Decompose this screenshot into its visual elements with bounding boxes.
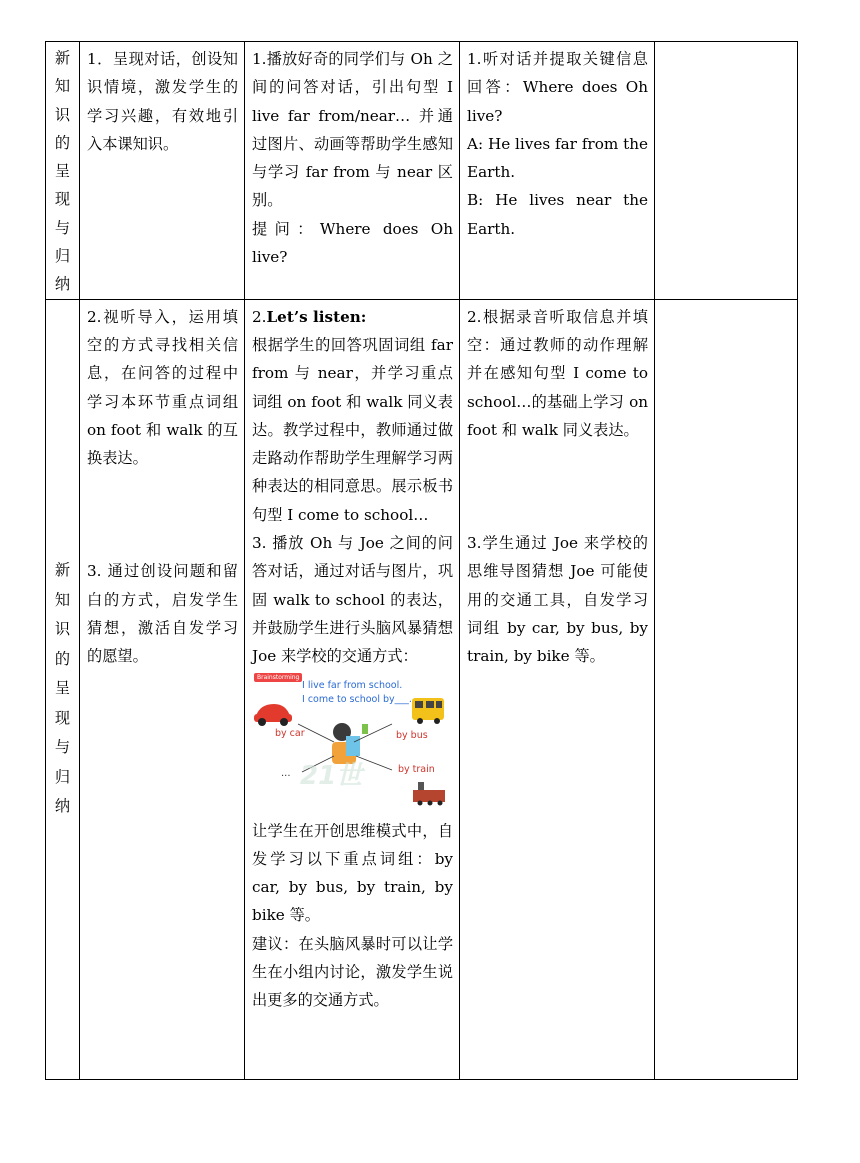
stage-cell (46, 42, 80, 300)
design-intent-cell (80, 42, 245, 300)
teacher-question-text: 提问：Where does Oh live? (252, 219, 453, 267)
notes-cell (655, 42, 798, 300)
student-activity-text: 3.学生通过 Joe 来学校的思维导图猜想 Joe 可能使用的交通工具，自发学习词组 by car, by bus, by train, by bike 等。 (467, 534, 648, 666)
brainstorm-line2: I come to school by___. (302, 693, 412, 705)
stage-char: 知 (54, 77, 71, 96)
student-activity-text: 1.听对话并提取关键信息回答：Where does Oh live? (467, 50, 648, 125)
stage-char: 新 (54, 561, 71, 580)
stage-char: 现 (54, 708, 71, 727)
stage-char: 知 (54, 590, 71, 609)
by-train-label: by train (398, 763, 435, 775)
teacher-activity-text: 1.播放好奇的同学们与 Oh 之间的问答对话，引出句型 I live far from/near… 并通过图片、动画等帮助学生感知与学习 far from 与 near 区别。 (252, 50, 453, 210)
design-intent-text: 2.视听导入，运用填空的方式寻找相关信息，在问答的过程中学习本环节重点词组 on foot 和 walk 的互换表达。 (87, 307, 238, 468)
brainstorm-graphic (250, 672, 448, 812)
stage-char: 与 (54, 218, 71, 237)
answer-a-text: A: He lives far from the Earth. (467, 134, 648, 182)
stage-char: 纳 (54, 275, 71, 294)
stage-char: 的 (54, 649, 71, 668)
section-heading: 2.Let’s listen: (252, 307, 367, 326)
table-row (46, 42, 798, 300)
more-options-label: ... (281, 767, 291, 779)
teacher-activity-cell (245, 299, 460, 1079)
by-car-label: by car (275, 727, 305, 739)
design-intent-text: 3. 通过创设问题和留白的方式，启发学生猜想，激活自发学习的愿望。 (87, 562, 238, 666)
stage-char: 呈 (54, 679, 71, 698)
stage-char: 呈 (54, 162, 71, 181)
stage-char: 识 (54, 105, 71, 124)
by-bus-label: by bus (396, 729, 428, 741)
lesson-plan-table (45, 41, 798, 1080)
stage-char: 与 (54, 738, 71, 757)
stage-char: 的 (54, 133, 71, 152)
teacher-activity-text: 3. 播放 Oh 与 Joe 之间的问答对话，通过对话与图片，巩固 walk to school 的表达，并鼓励学生进行头脑风暴猜想 Joe 来学校的交通方式： (252, 534, 453, 666)
svg-text:21世: 21世 (300, 760, 363, 791)
brainstorm-tag: Brainstorming (254, 673, 302, 682)
design-intent-cell (80, 299, 245, 1079)
brainstorm-line1: I live far from school. (302, 679, 403, 691)
design-intent-text: 1．呈现对话，创设知识情境，激发学生的学习兴趣，有效地引入本课知识。 (87, 50, 238, 153)
answer-b-text: B: He lives near the Earth. (467, 191, 648, 238)
brainstorm-image (250, 672, 448, 812)
teacher-activity-cell (245, 42, 460, 300)
notes-cell (655, 299, 798, 1079)
student-activity-cell (460, 299, 655, 1079)
stage-cell (46, 299, 80, 1079)
stage-char: 归 (54, 247, 71, 266)
teacher-activity-text: 根据学生的回答巩固词组 far from 与 near，并学习重点词组 on foot 和 walk 同义表达。教学过程中，教师通过做走路动作帮助学生理解学习两种表达的相同意思。展示板书句型 I come to school… (252, 335, 453, 524)
table-row (46, 299, 798, 1079)
stage-char: 归 (54, 767, 71, 786)
stage-char: 纳 (54, 797, 71, 816)
student-activity-cell (460, 42, 655, 300)
stage-char: 新 (54, 49, 71, 67)
student-activity-text: 2.根据录音听取信息并填空：通过教师的动作理解并在感知句型 I come to school…的基础上学习 on foot 和 walk 同义表达。 (467, 307, 648, 439)
teacher-activity-text: 让学生在开创思维模式中，自发学习以下重点词组：by car, by bus, by train, by bike 等。 (252, 821, 453, 925)
stage-char: 现 (54, 190, 71, 209)
suggestion-text: 建议：在头脑风暴时可以让学生在小组内讨论，激发学生说出更多的交通方式。 (252, 934, 453, 1010)
stage-char: 识 (54, 620, 71, 639)
